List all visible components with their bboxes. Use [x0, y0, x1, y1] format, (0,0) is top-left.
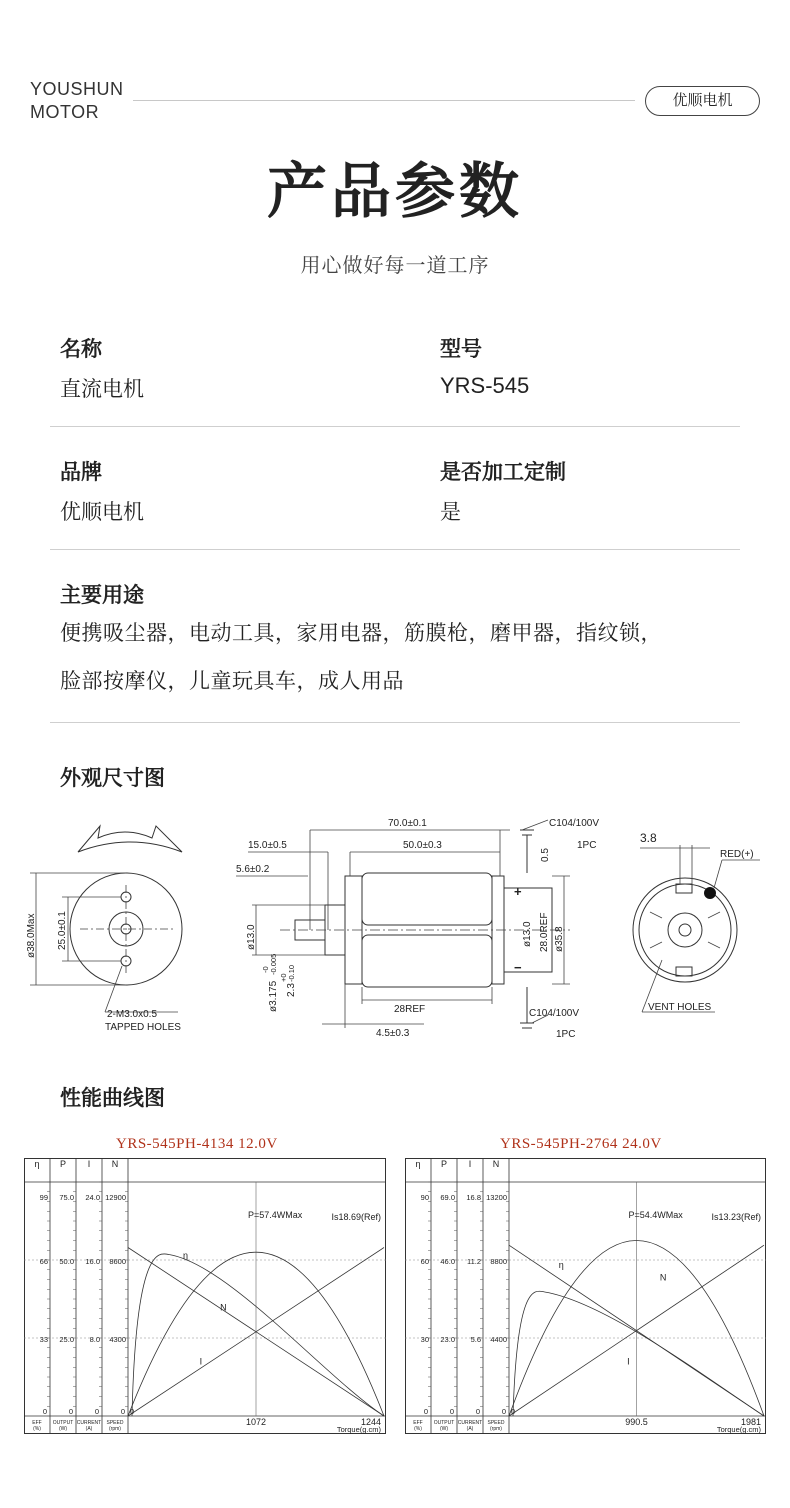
usage-line-2: 脸部按摩仪，儿童玩具车，成人用品 [60, 669, 404, 693]
brand-line-1: YOUSHUN [30, 79, 124, 99]
bottom-unit-0: (%) [33, 1426, 41, 1432]
vent-holes-label: VENT HOLES [648, 1002, 712, 1013]
scale-head-3: N [111, 1159, 119, 1169]
eta-label: η [558, 1259, 564, 1270]
scale-zero: 0 [42, 1407, 47, 1416]
shaft-len-label: 15.0±0.5 [248, 840, 287, 851]
scale-zero: 0 [475, 1407, 480, 1416]
chart-2-title: YRS-545PH-2764 24.0V [500, 1136, 662, 1152]
boss-dia-label: ø13.0 [246, 924, 257, 950]
total-len-label: 70.0±0.1 [388, 818, 427, 829]
shaft-tol-bot: -0.005 [269, 953, 278, 975]
scale-value: 25.0 [59, 1335, 74, 1344]
bottom-head-1: OUTPUT [433, 1420, 455, 1426]
x-max-label: 1244 [360, 1417, 381, 1427]
front-view [26, 826, 182, 1033]
stall-current-label: Is18.69(Ref) [331, 1212, 381, 1222]
scale-value: 30 [420, 1335, 429, 1344]
scale-zero: 0 [501, 1407, 506, 1416]
body-dia-label: ø35.8 [554, 926, 565, 952]
side-view [236, 818, 599, 1040]
front-pitch-label: 25.0±0.1 [57, 911, 68, 950]
x-axis-label: Torque(g.cm) [336, 1425, 381, 1434]
name-label: 名称 [60, 337, 102, 361]
cap-top-label: C104/100V [549, 818, 600, 829]
scale-value: 16.8 [466, 1193, 481, 1202]
brand-value: 优顺电机 [60, 500, 144, 524]
x-mid-label: 990.5 [625, 1417, 648, 1427]
shaft-tol-top: -0 [261, 966, 270, 973]
custom-label: 是否加工定制 [440, 460, 566, 484]
page-subtitle: 用心做好每一道工序 [300, 253, 490, 277]
scale-value: 99 [39, 1193, 48, 1202]
name-value: 直流电机 [60, 377, 144, 401]
front-dia-label: ø38.0Max [26, 913, 37, 958]
scale-value: 60 [420, 1257, 429, 1266]
bottom-unit-3: (rpm) [490, 1426, 502, 1432]
scale-value: 8.0 [89, 1335, 100, 1344]
spec-divider-3 [50, 722, 740, 723]
scale-value: 8800 [490, 1257, 507, 1266]
holes-label-2: TAPPED HOLES [105, 1022, 181, 1033]
spec-divider-1 [50, 426, 740, 427]
bottom-head-0: EFF [413, 1420, 423, 1426]
body-len-label: 50.0±0.3 [403, 840, 442, 851]
rear-ref-label: 28.0REF [539, 912, 550, 952]
scale-head-1: P [440, 1159, 448, 1169]
scale-value: 5.6 [470, 1335, 481, 1344]
scale-value: 4400 [490, 1335, 507, 1344]
bottom-head-3: SPEED [487, 1420, 505, 1426]
scale-value: 66 [39, 1257, 48, 1266]
bottom-unit-1: (W) [439, 1426, 449, 1432]
x-zero-label: 0 [130, 1407, 135, 1416]
red-wire-label: RED(+) [720, 849, 754, 860]
scale-zero: 0 [94, 1407, 99, 1416]
stall-current-label: Is13.23(Ref) [711, 1212, 761, 1222]
scale-value: 75.0 [59, 1193, 74, 1202]
boss-h-label: 2.3 [286, 983, 297, 997]
scale-zero: 0 [449, 1407, 454, 1416]
plus-terminal: + [514, 884, 522, 899]
scale-value: 13200 [486, 1193, 507, 1202]
minus-terminal: − [514, 960, 522, 975]
bottom-unit-2: (A) [466, 1426, 474, 1432]
n-label: N [659, 1272, 667, 1283]
page-title: 产品参数 [267, 157, 523, 227]
x-zero-label: 0 [511, 1407, 516, 1416]
scale-value: 11.2 [466, 1257, 481, 1266]
scale-head-3: N [492, 1159, 500, 1169]
scale-value: 24.0 [85, 1193, 100, 1202]
usage-line-1: 便携吸尘器，电动工具，家用电器，筋膜枪，磨甲器，指纹锁， [60, 621, 662, 645]
gap-label: 0.5 [540, 848, 551, 862]
scale-head-0: η [415, 1159, 421, 1169]
cap-bot-qty: 1PC [556, 1029, 576, 1040]
model-label: 型号 [440, 337, 482, 361]
bottom-head-0: EFF [32, 1420, 42, 1426]
cap-top-qty: 1PC [577, 840, 597, 851]
eta-label: η [182, 1250, 188, 1261]
scale-value: 4300 [109, 1335, 126, 1344]
scale-value: 46.0 [440, 1257, 455, 1266]
curve-section-title: 性能曲线图 [60, 1086, 165, 1110]
scale-value: 90 [420, 1193, 429, 1202]
scale-zero: 0 [423, 1407, 428, 1416]
brand-name [30, 78, 124, 124]
i-label: I [627, 1356, 630, 1367]
spec-divider-2 [50, 549, 740, 550]
bottom-unit-1: (W) [58, 1426, 68, 1432]
scale-head-2: I [87, 1159, 91, 1169]
scale-value: 8600 [109, 1257, 126, 1266]
rear-boss-label: ø13.0 [522, 921, 533, 947]
scale-value: 16.0 [85, 1257, 100, 1266]
model-value: YRS-545 [440, 373, 530, 398]
custom-value: 是 [440, 500, 461, 524]
bottom-head-1: OUTPUT [52, 1420, 74, 1426]
scale-head-1: P [59, 1159, 67, 1169]
bottom-head-2: CURRENT [76, 1420, 102, 1426]
peak-power-label: P=54.4WMax [628, 1210, 683, 1220]
peak-power-label: P=57.4WMax [248, 1210, 303, 1220]
performance-chart-1 [24, 1158, 386, 1434]
scale-value: 23.0 [440, 1335, 455, 1344]
scale-zero: 0 [120, 1407, 125, 1416]
brand-line-2: MOTOR [30, 102, 100, 122]
bottom-unit-2: (A) [85, 1426, 93, 1432]
dimension-section-title: 外观尺寸图 [60, 766, 165, 790]
flange-label: 4.5±0.3 [376, 1028, 410, 1039]
scale-value: 50.0 [59, 1257, 74, 1266]
x-axis-label: Torque(g.cm) [716, 1425, 761, 1434]
brand-badge: 优顺电机 [645, 86, 760, 116]
scale-head-0: η [34, 1159, 40, 1169]
bottom-unit-3: (rpm) [109, 1426, 121, 1432]
brand-label: 品牌 [60, 460, 102, 484]
chart-1-title: YRS-545PH-4134 12.0V [116, 1136, 278, 1152]
boss-tol-top: +0 [279, 973, 288, 982]
x-max-label: 1981 [740, 1417, 761, 1427]
header-divider [133, 100, 635, 101]
holes-label-1: 2-M3.0x0.5 [107, 1009, 158, 1020]
scale-zero: 0 [68, 1407, 73, 1416]
i-label: I [199, 1356, 203, 1367]
rear-view [633, 831, 760, 1013]
usage-label: 主要用途 [60, 583, 144, 607]
boss-tol-bot: -0.10 [287, 964, 296, 982]
performance-chart-2 [405, 1158, 766, 1434]
usage-text [60, 609, 740, 705]
rear-offset-label: 3.8 [640, 831, 657, 845]
n-label: N [220, 1302, 227, 1313]
bottom-head-2: CURRENT [457, 1420, 483, 1426]
scale-value: 33 [39, 1335, 48, 1344]
bottom-unit-0: (%) [414, 1426, 422, 1432]
scale-value: 12900 [105, 1193, 126, 1202]
ref-len-label: 28REF [394, 1004, 426, 1015]
scale-head-2: I [468, 1159, 472, 1169]
bottom-head-3: SPEED [106, 1420, 124, 1426]
x-mid-label: 1072 [245, 1417, 267, 1427]
shaft-dia-label: ø3.175 [268, 980, 279, 1012]
dimension-drawing [0, 815, 790, 1055]
chart-frame [25, 1159, 386, 1434]
scale-value: 69.0 [440, 1193, 455, 1202]
cap-bot-label: C104/100V [529, 1008, 580, 1019]
boss-len-label: 5.6±0.2 [236, 864, 270, 875]
